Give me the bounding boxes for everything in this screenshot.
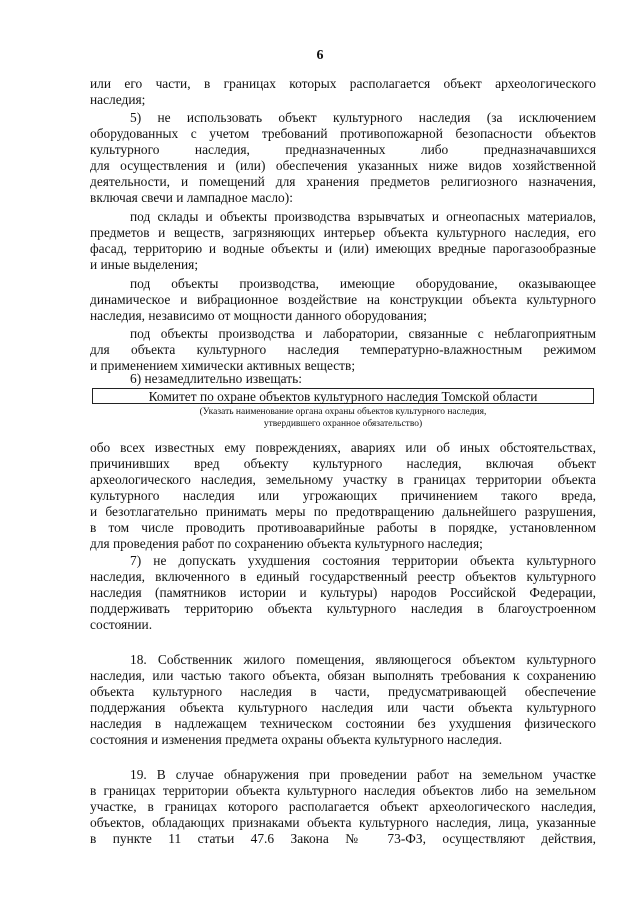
text-line: под объекты производства, имеющие оборудование, оказывающее [130, 276, 596, 291]
text-line: в границах территории объекта культурного наследия объектов либо на земельном [90, 783, 596, 798]
text-line: участке, в границах которого располагается объект археологического наследия, [90, 799, 596, 814]
text-line: для проведения работ по сохранению объекта культурного наследия; [90, 536, 483, 551]
text-line: оборудованных с учетом требований противопожарной безопасности объектов [90, 126, 596, 141]
text-line: поддерживать территорию объекта культурного наследия в благоустроенном [90, 601, 596, 616]
text-line: под объекты производства и лаборатории, связанные с неблагоприятным [130, 326, 596, 341]
text-line: и безотлагательно принимать меры по предотвращению дальнейшего разрушения, [90, 504, 596, 519]
text-line: предметов и веществ, загрязняющих интерьер объекта культурного наследия, его [90, 225, 596, 240]
text-line: в том числе проводить противоаварийные работы в порядке, установленном [90, 520, 596, 535]
text-line: наследия, включенного в единый государственный реестр объектов культурного [90, 569, 596, 584]
text-line: объектов, обладающих признаками объекта культурного наследия, лица, указанные [90, 815, 596, 830]
text-line: для осуществления и (или) обеспечения указанных ниже видов хозяйственной [90, 158, 596, 173]
text-line: 7) не допускать ухудшения состояния территории объекта культурного [130, 553, 596, 568]
text-line: культурного наследия, предназначенных либо предназначавшихся [90, 142, 596, 157]
text-line: и применением химически активных веществ; [90, 358, 356, 373]
text-line: состояния и изменения предмета охраны объекта культурного наследия. [90, 732, 503, 747]
text-line: состоянии. [90, 617, 153, 632]
text-line: под склады и объекты производства взрывчатых и огнеопасных материалов, [130, 209, 596, 224]
text-line: поддержания объекта культурного наследия или части объекта культурного [90, 700, 596, 715]
authority-note: утвердившего охранное обязательство) [263, 419, 423, 429]
text-line: 18. Собственник жилого помещения, являющегося объектом культурного [130, 652, 596, 667]
text-line: объекта культурного наследия в части, предусматривающей обеспечение [90, 684, 596, 699]
text-line: археологического наследия, земельному участку в границах территории объекта [90, 472, 596, 487]
text-line: для объекта культурного наследия температурно-влажностным режимом [90, 342, 596, 357]
text-line: включая свечи и лампадное масло): [90, 190, 293, 205]
authority-box: Комитет по охране объектов культурного наследия Томской области [92, 388, 594, 404]
text-line: наследия (памятников истории и культуры) народов Российской Федерации, [90, 585, 596, 600]
page-number: 6 [316, 48, 324, 63]
text-line: культурного наследия или угрожающих причинением такого вреда, [90, 488, 596, 503]
text-line: и иные выделения; [90, 257, 199, 272]
text-line: причинивших вред объекту культурного наследия, включая объект [90, 456, 596, 471]
text-line: наследия в надлежащем техническом состоянии без ухудшения физического [90, 716, 596, 731]
authority-note: (Указать наименование органа охраны объектов культурного наследия, [199, 407, 487, 417]
text-line: или его части, в границах которых располагается объект археологического [90, 76, 596, 91]
text-line: обо всех известных ему повреждениях, авариях или об иных обстоятельствах, [90, 440, 596, 455]
text-line: 5) не использовать объект культурного наследия (за исключением [130, 110, 596, 125]
text-line: фасад, территорию и водные объекты и (или) имеющих вредные парогазообразные [90, 241, 596, 256]
text-line: в пункте 11 статьи 47.6 Закона № 73-ФЗ, осуществляют действия, [90, 831, 596, 846]
text-line: наследия; [90, 92, 146, 107]
text-line: наследия, или частью такого объекта, обязан выполнять требования к сохранению [90, 668, 596, 683]
text-line: деятельности, и помещений для хранения предметов религиозного назначения, [90, 174, 596, 189]
text-line: наследия, независимо от мощности данного оборудования; [90, 308, 428, 323]
text-line: динамическое и вибрационное воздействие на конструкции объекта культурного [90, 292, 596, 307]
text-line: 19. В случае обнаружения при проведении работ на земельном участке [130, 767, 596, 782]
text-line: 6) незамедлительно извещать: [130, 371, 302, 386]
